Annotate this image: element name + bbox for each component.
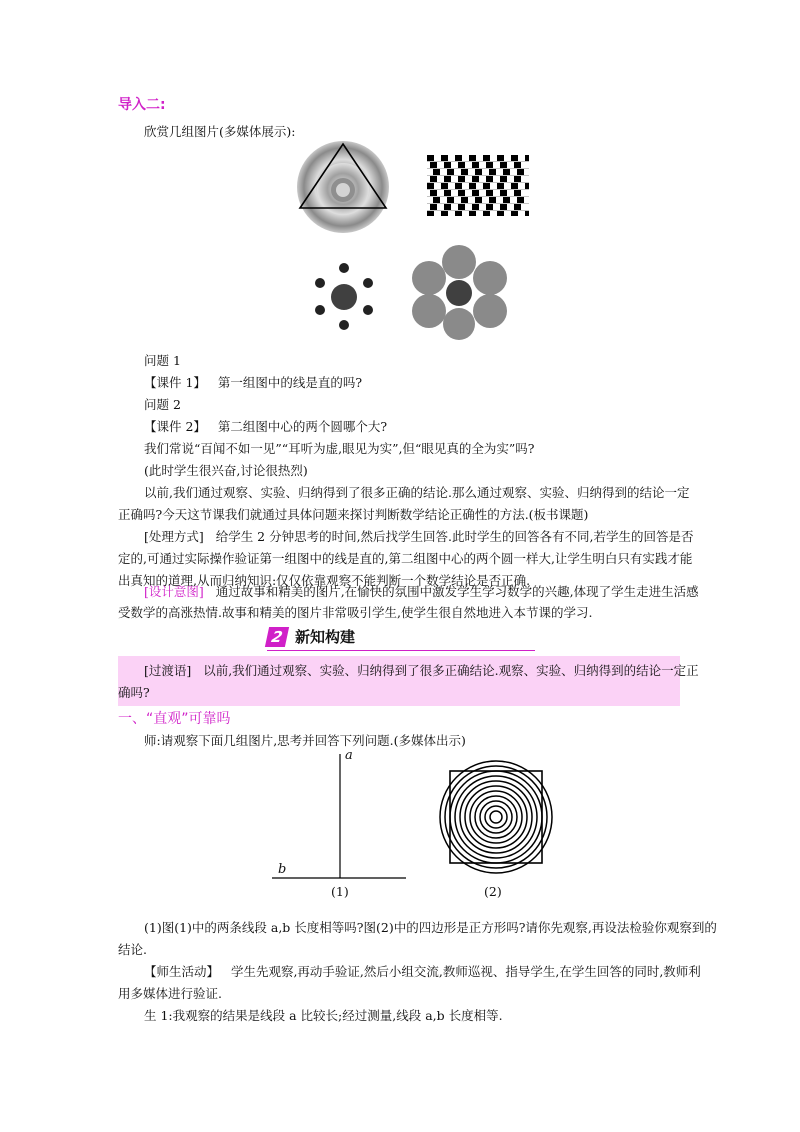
section-title-bar: [267, 626, 535, 651]
question-2-row: [144, 419, 387, 435]
illusion-triangle-circles: [296, 140, 390, 234]
section-title: 新知构建: [295, 628, 356, 646]
transition-line1-row: [144, 663, 699, 679]
figure-1-label-b: b: [278, 862, 287, 877]
activity-line1-row: [144, 964, 701, 980]
transition-tag: [过渡语]: [144, 663, 192, 678]
illusion-ebbinghaus-small-surround: [308, 262, 380, 332]
design-line1-row: [144, 584, 699, 600]
question-line2: 结论.: [118, 942, 147, 957]
design-line2: 受数学的高涨热情.故事和精美的图片非常吸引学生,使学生很自然地进入本节课的学习.: [118, 605, 593, 620]
student1-line: 生 1:我观察的结果是线段 a 比较长;经过测量,线段 a,b 长度相等.: [144, 1008, 503, 1023]
figure-2-caption: (2): [484, 884, 502, 899]
students-note: (此时学生很兴奋,讨论很热烈): [144, 463, 308, 478]
method-line1-row: [144, 529, 694, 545]
question-line1: (1)图(1)中的两条线段 a,b 长度相等吗?图(2)中的四边形是正方形吗?请你先观察,再设法检验你观察到的: [144, 920, 717, 935]
question-2-label: 问题 2: [144, 397, 181, 412]
courseware-1-tag: 【课件 1】: [144, 375, 206, 390]
illusion-ebbinghaus-large-surround: [408, 244, 512, 340]
activity-tag: 【师生活动】: [144, 964, 220, 979]
question-1-row: [144, 375, 362, 391]
figure-1-caption: (1): [331, 884, 349, 899]
question-1-text: 第一组图中的线是直的吗?: [217, 375, 363, 390]
transition-line1: 以前,我们通过观察、实验、归纳得到了很多正确结论.观察、实验、归纳得到的结论一定正: [203, 663, 699, 678]
saying-line: 我们常说“百闻不如一见”“耳听为虚,眼见为实”,但“眼见真的全为实”吗?: [144, 441, 535, 456]
section-heading-import: 导入二:: [118, 97, 166, 113]
method-line1: 给学生 2 分钟思考的时间,然后找学生回答.此时学生的回答各有不同,若学生的回答是否: [215, 529, 694, 544]
figure-1-label-a: a: [345, 748, 353, 763]
teacher-line: 师:请观察下面几组图片,思考并回答下列问题.(多媒体出示): [144, 733, 466, 748]
method-line2: 定的,可通过实际操作验证第一组图中的线是直的,第二组图中心的两个圆一样大,让学生明白只有实践才能: [118, 551, 693, 566]
method-tag: [处理方式]: [144, 529, 204, 544]
para1-line2: 正确吗?今天这节课我们就通过具体问题来探讨判断数学结论正确性的方法.(板书课题): [118, 507, 589, 522]
illusion-cafe-wall: [427, 154, 529, 216]
section-number-badge: 2: [265, 627, 289, 647]
question-1-label: 问题 1: [144, 353, 181, 368]
activity-line2: 用多媒体进行验证.: [118, 986, 222, 1001]
figure-2-concentric-square: [428, 760, 564, 880]
figure-1-segments: [270, 748, 410, 898]
courseware-2-tag: 【课件 2】: [144, 419, 206, 434]
subsection-title: 一、“直观”可靠吗: [118, 711, 231, 727]
method-line3: 出真知的道理,从而归纳知识:仅仅依靠观察不能判断一个数学结论是否正确.: [118, 573, 531, 588]
design-line1: 通过故事和精美的图片,在愉快的氛围中激发学生学习数学的兴趣,体现了学生走进生活感: [215, 584, 699, 599]
transition-line2: 确吗?: [118, 685, 150, 700]
question-2-text: 第二组图中心的两个圆哪个大?: [217, 419, 388, 434]
activity-line1: 学生先观察,再动手验证,然后小组交流,教师巡视、指导学生,在学生回答的同时,教师利: [230, 964, 701, 979]
design-tag: [设计意图]: [144, 584, 204, 599]
para1-line1: 以前,我们通过观察、实验、归纳得到了很多正确的结论.那么通过观察、实验、归纳得到的结论一定: [144, 485, 690, 500]
intro-line: 欣赏几组图片(多媒体展示):: [144, 124, 296, 139]
